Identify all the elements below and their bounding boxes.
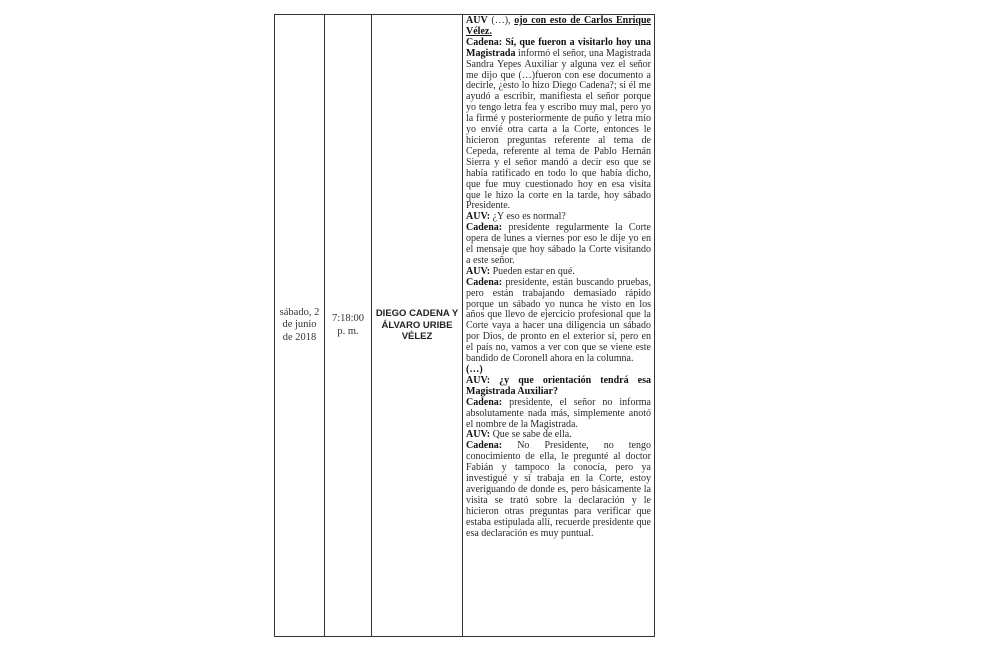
paragraph-text: Pueden estar en qué. xyxy=(490,265,575,277)
time-text: 7:18:00 p. m. xyxy=(331,313,365,337)
paragraph-text: presidente, el señor no informa absolutamente nada más, simplemente anotó el nombre de la Magistrada. xyxy=(466,396,651,430)
speaker-label: Cadena: xyxy=(466,222,503,234)
speaker-label: AUV: xyxy=(466,429,491,441)
paragraph-2 xyxy=(466,38,651,213)
date-text: sábado, 2 de junio de 2018 xyxy=(279,306,320,343)
paragraph-9 xyxy=(466,398,651,431)
paragraph-text: informó el señor, una Magistrada Sandra Yepes Auxiliar y alguna vez el señor me dijo que (…)fueron con ese documento a decirle, ¿esto lo hizo Diego Cadena?; si él me ayudó a escribir, manifiesta el señor porque yo tengo letra fea y escribo muy mal, pero yo la firmé y posteriormente de puño y letra mío yo envié otra carta a la Corte, entonces le hicieron preguntas referente al tema de Cepeda, referente al tema de Pablo Hernán Sierra y el señor mandó a decir eso que se había ratificado en todo lo que había dicho, que fue muy cuestionado hoy en esa visita que le hizo la corte en la tarde, hoy sábado Presidente. xyxy=(466,47,651,212)
speaker-label: Cadena: xyxy=(466,276,503,288)
date-cell xyxy=(275,15,325,637)
transcript-cell xyxy=(463,15,655,637)
participants-cell xyxy=(372,15,463,637)
paragraph-text: ¿Y eso es normal? xyxy=(490,211,566,223)
paragraph-4 xyxy=(466,223,651,267)
speaker-label: AUV: xyxy=(466,211,491,223)
transcript-table xyxy=(274,14,655,637)
speaker-label: AUV xyxy=(466,15,488,26)
speaker-label: AUV: xyxy=(466,265,491,277)
transcript-text xyxy=(463,15,654,636)
speaker-label: Cadena: xyxy=(466,36,503,48)
paragraph-1 xyxy=(466,16,651,38)
paragraph-text: Que se sabe de ella. xyxy=(490,429,572,441)
speaker-label: Cadena: xyxy=(466,440,503,452)
underlined-text: ojo con esto de Carlos Enrique Vélez. xyxy=(466,15,651,37)
bold-text: ¿y que orientación tendrá esa Magistrada Auxiliar? xyxy=(466,374,651,397)
speaker-label: AUV: xyxy=(466,374,491,386)
paragraph-text: presidente, están buscando pruebas, pero están trabajando demasiado rápido porque un sábado yo nunca he visto en los años que llevo de ejercicio profesional que la Corte vaya a hacer una diligencia un sábado por Dios, de pronto en el exterior sí, pero en el país no, vamos a ver con que se viene este bandido de Coronell ahora en la columna. xyxy=(466,276,651,365)
bold-text: Sí, que fueron a visitarlo hoy una Magistrada xyxy=(466,36,651,59)
paragraph-8 xyxy=(466,376,651,398)
speaker-label: Cadena: xyxy=(466,396,503,408)
paragraph-text: (…), xyxy=(487,15,515,26)
time-cell xyxy=(325,15,372,637)
paragraph-6 xyxy=(466,278,651,365)
ellipsis-text: (…) xyxy=(466,364,483,375)
paragraph-text: presidente regularmente la Corte opera de lunes a viernes por eso le dije yo en el mensaje que hoy sábado la Corte visitando a este señor. xyxy=(466,222,651,266)
participants-text: DIEGO CADENA Y ÁLVARO URIBE VÉLEZ xyxy=(375,308,459,343)
table-row xyxy=(275,15,655,637)
paragraph-text: No Presidente, no tengo conocimiento de ella, le pregunté al doctor Fabián y tampoco la conocía, pero ya investigué y sí trabaja en la Corte, estoy averiguando de donde es, pero básicamente la visita se trató sobre la declaración y le hicieron otras preguntas para verificar que estaba estipulada allí, recuerde presidente que esa declaración es muy puntual. xyxy=(466,440,651,539)
paragraph-11 xyxy=(466,441,651,539)
